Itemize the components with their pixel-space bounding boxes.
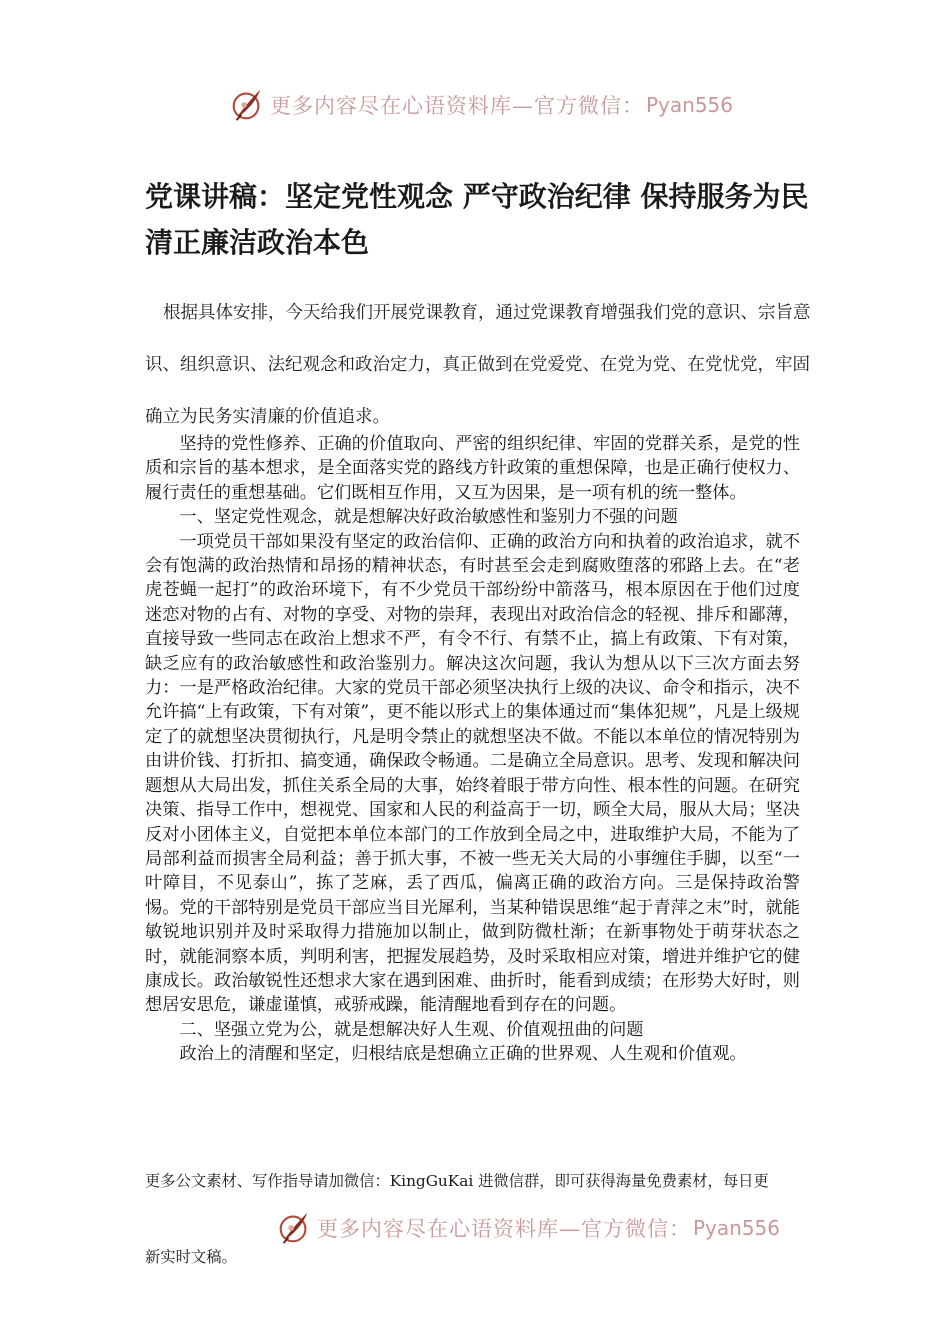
section-heading-2: 二、坚强立党为公，就是想解决好人生观、价值观扭曲的问题 <box>179 1019 644 1040</box>
intro-paragraph: 根据具体安排，今天给我们开展党课教育，通过党课教育增强我们党的意识、宗旨意识、组织意识、法纪观念和政治定力，真正做到在党爱党、在党为党、在党忧党，牢固确立为民务实清廉的价值追求。 <box>145 303 811 427</box>
footer-note-continued: 新实时文稿。 <box>145 1248 237 1266</box>
quill-logo-icon <box>228 86 266 124</box>
footer-note: 更多公文素材、写作指导请加微信：KingGuKai 进微信群，即可获得海量免费素材，每日更 <box>145 1172 769 1190</box>
header-watermark-banner <box>0 83 950 127</box>
banner-wechat-id: Pyan556 <box>646 93 734 117</box>
body-paragraph: 政治上的清醒和坚定，归根结底是想确立正确的世界观、人生观和价值观。 <box>179 1044 747 1065</box>
quill-logo-icon <box>275 1209 313 1247</box>
banner-wechat-id: Pyan556 <box>693 1216 781 1240</box>
body-paragraph: 坚持的党性修养、正确的价值取向、严密的组织纪律、牢固的党群关系，是党的性质和宗旨的基本想求，是全面落实党的路线方针政策的重想保障，也是正确行使权力、履行责任的重想基础。它们既相互作用，又互为因果，是一项有机的统一整体。 <box>145 434 800 503</box>
body-paragraph: 一项党员干部如果没有坚定的政治信仰、正确的政治方向和执着的政治追求，就不会有饱满的政治热情和昂扬的精神状态，有时甚至会走到腐败堕落的邪路上去。在“老虎苍蝇一起打”的政治环境下，有不少党员干部纷纷中箭落马，根本原因在于他们过度迷恋对物的占有、对物的享受、对物的崇拜，表现出对政治信念的轻视、排斥和鄙薄，直接导致一些同志在政治上想求不严，有令不行、有禁不止，搞上有政策、下有对策，缺乏应有的政治敏感性和政治鉴别力。解决这次问题，我认为想从以下三次方面去努力：一是严格政治纪律。大家的党员干部必须坚决执行上级的决议、命令和指示，决不允许搞“上有政策，下有对策”，更不能以形式上的集体通过而“集体犯规”，凡是上级规定了的就想坚决贯彻执行，凡是明令禁止的就想坚决不做。不能以本单位的情况特别为由讲价钱、打折扣、搞变通，确保政令畅通。二是确立全局意识。思考、发现和解决问题想从大局出发，抓住关系全局的大事，始终着眼于带方向性、根本性的问题。在研究决策、指导工作中，想视党、国家和人民的利益高于一切，顾全大局，服从大局；坚决反对小团体主义，自觉把本单位本部门的工作放到全局之中，进取维护大局，不能为了局部利益而损害全局利益；善于抓大事，不被一些无关大局的小事缠住手脚，以至“一叶障目，不见泰山”，拣了芝麻，丢了西瓜，偏离正确的政治方向。三是保持政治警惕。党的干部特别是党员干部应当目光犀利，当某种错误思维“起于青萍之末”时，就能敏锐地识别并及时采取得力措施加以制止，做到防微杜渐；在新事物处于萌芽状态之时，就能洞察本质，判明利害，把握发展趋势，及时采取相应对策，增进并维护它的健康成长。政治敏锐性还想求大家在遇到困难、曲折时，能看到成绩；在形势大好时，则想居安思危，谦虚谨慎，戒骄戒躁，能清醒地看到存在的问题。 <box>145 531 800 1016</box>
banner-text: 更多内容尽在心语资料库—官方微信： <box>270 94 644 118</box>
section-heading-1: 一、坚定党性观念，就是想解决好政治敏感性和鉴别力不强的问题 <box>179 507 678 528</box>
footer-watermark-banner <box>0 1206 950 1250</box>
banner-text: 更多内容尽在心语资料库—官方微信： <box>317 1217 691 1241</box>
document-title: 党课讲稿：坚定党性观念 严守政治纪律 保持服务为民清正廉洁政治本色 <box>145 180 809 259</box>
document-body <box>145 432 800 1067</box>
